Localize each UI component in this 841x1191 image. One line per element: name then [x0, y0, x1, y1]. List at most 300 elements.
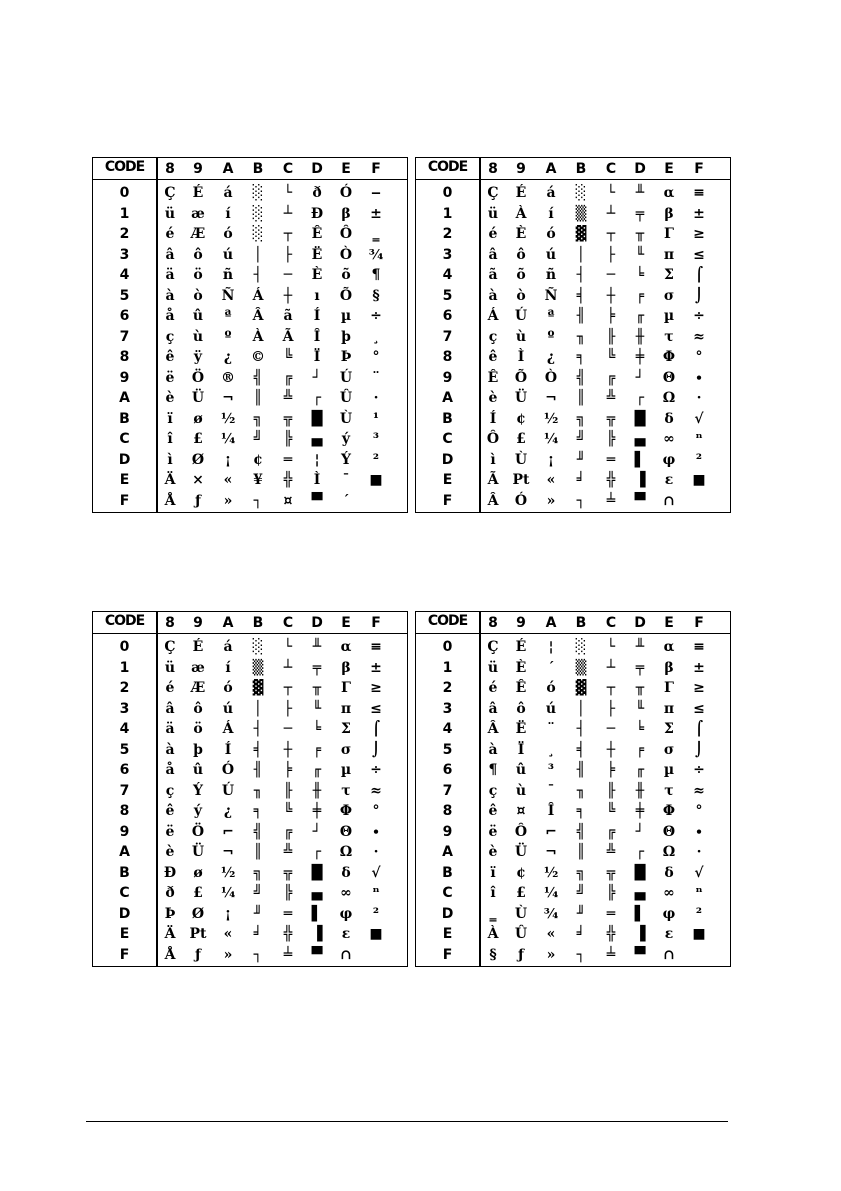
glyph-cell: Ê [311, 226, 323, 242]
glyph-cell: Ô [339, 226, 353, 242]
glyph-cell: õ [341, 267, 351, 283]
glyph-cell: ╒ [312, 741, 322, 758]
column-header: C [605, 615, 617, 631]
glyph-cell: δ [664, 864, 674, 881]
glyph-cell: Ç [164, 639, 176, 655]
glyph-cell: ó [223, 680, 233, 696]
row-header: 9 [442, 823, 453, 840]
glyph-cell: ╤ [312, 659, 322, 676]
glyph-cell: ü [164, 205, 176, 222]
glyph-cell: ¨ [547, 721, 555, 737]
column-header: 8 [488, 615, 498, 631]
glyph-cell: ö [193, 721, 203, 737]
glyph-cell: ╙ [312, 700, 322, 717]
row-header: 3 [119, 700, 130, 717]
glyph-cell: ô [516, 246, 526, 263]
glyph-cell: ¶ [371, 267, 381, 283]
footer-rule [86, 1121, 728, 1122]
glyph-cell: û [192, 762, 204, 778]
row-header: 0 [119, 639, 130, 655]
code-header: CODE [427, 613, 468, 629]
glyph-cell: ¿ [223, 803, 233, 819]
glyph-cell: ╧ [606, 946, 616, 963]
glyph-cell: Ú [514, 308, 528, 324]
glyph-cell: ø [193, 410, 203, 427]
glyph-cell: ê [488, 803, 498, 819]
glyph-cell: ≥ [693, 226, 705, 242]
glyph-cell: ╞ [283, 762, 293, 778]
glyph-cell: ‗ [489, 905, 497, 922]
glyph-cell: ╞ [606, 762, 616, 778]
glyph-cell: ─ [606, 267, 616, 283]
glyph-cell: φ [662, 905, 676, 922]
column-header: E [341, 615, 351, 631]
row-header: A [119, 844, 130, 860]
glyph-cell: ¡ [224, 905, 232, 922]
glyph-cell: ╗ [253, 410, 263, 427]
glyph-cell: ÷ [370, 308, 382, 324]
glyph-cell: È [311, 267, 323, 283]
glyph-cell: ¥ [253, 472, 263, 488]
glyph-cell: Â [487, 721, 499, 737]
glyph-cell: É [515, 185, 527, 201]
glyph-cell: Ú [339, 369, 353, 386]
glyph-cell: ¢ [516, 864, 526, 881]
glyph-cell: ┌ [635, 390, 645, 406]
code-table-1 [92, 157, 408, 513]
glyph-cell: ≈ [370, 782, 382, 799]
column-header: A [222, 615, 234, 631]
glyph-cell: ┴ [606, 659, 616, 676]
glyph-cell: ® [221, 369, 235, 386]
glyph-cell: ┤ [576, 721, 586, 737]
glyph-cell: é [165, 680, 175, 696]
row-header: D [118, 905, 131, 922]
glyph-cell: └ [606, 639, 616, 655]
column-header: F [371, 161, 381, 177]
glyph-cell: ╟ [606, 328, 616, 345]
glyph-cell: ╓ [312, 762, 322, 778]
glyph-cell: ├ [283, 700, 293, 717]
glyph-cell: Ë [311, 246, 323, 263]
glyph-cell: å [165, 762, 175, 778]
glyph-cell: è [165, 390, 175, 406]
glyph-cell: π [340, 700, 352, 717]
glyph-cell: ┤ [253, 721, 263, 737]
glyph-cell: ⁿ [372, 885, 380, 901]
glyph-cell: ð [165, 885, 175, 901]
glyph-cell: ▒ [575, 205, 587, 222]
row-header: 4 [119, 721, 130, 737]
row-header: C [119, 431, 130, 447]
row-header: F [119, 492, 130, 509]
glyph-cell: Ï [313, 349, 321, 365]
glyph-cell: Ý [341, 451, 351, 468]
row-header: 9 [119, 823, 130, 840]
glyph-cell: ∩ [663, 946, 675, 963]
glyph-cell: ╤ [635, 205, 645, 222]
glyph-cell: ╠ [606, 431, 616, 447]
glyph-cell: Í [489, 410, 497, 427]
glyph-cell: ╫ [635, 782, 645, 799]
row-header: 2 [119, 226, 130, 242]
glyph-cell: ╜ [576, 905, 586, 922]
glyph-cell: Ê [515, 680, 527, 696]
glyph-cell: φ [339, 905, 353, 922]
glyph-cell: ≥ [693, 680, 705, 696]
glyph-cell: Á [487, 308, 499, 324]
glyph-cell: ε [664, 926, 674, 942]
glyph-cell: █ [634, 864, 646, 881]
glyph-cell: ╙ [635, 246, 645, 263]
glyph-cell: Ï [517, 741, 525, 758]
column-header: 8 [488, 161, 498, 177]
glyph-cell: └ [283, 185, 293, 201]
glyph-cell: ┘ [312, 823, 322, 840]
glyph-cell: ÿ [193, 349, 203, 365]
glyph-cell: ∞ [663, 431, 675, 447]
row-header: B [442, 864, 453, 881]
glyph-cell: Φ [339, 803, 353, 819]
glyph-cell: Ð [310, 205, 324, 222]
glyph-cell: ¹ [372, 410, 380, 427]
glyph-cell: Θ [662, 369, 676, 386]
glyph-cell: ⁿ [695, 885, 703, 901]
glyph-cell: « [223, 926, 233, 942]
glyph-cell: Ù [514, 451, 528, 468]
glyph-cell: Ç [487, 639, 499, 655]
glyph-cell: ¦ [548, 639, 554, 655]
glyph-cell: ░ [252, 639, 264, 655]
glyph-cell: ≡ [370, 639, 382, 655]
row-header: 6 [442, 762, 453, 778]
glyph-cell: Ü [191, 844, 205, 860]
glyph-cell: τ [341, 782, 351, 799]
glyph-cell: ═ [606, 905, 616, 922]
column-header: A [222, 161, 234, 177]
glyph-cell: ┌ [635, 844, 645, 860]
glyph-cell: É [192, 185, 204, 201]
row-header: B [442, 410, 453, 427]
glyph-cell: þ [193, 741, 203, 758]
column-header: D [634, 615, 646, 631]
glyph-cell: ú [222, 246, 234, 263]
glyph-cell: é [488, 680, 498, 696]
glyph-cell: ² [372, 451, 380, 468]
glyph-cell: ┼ [606, 287, 616, 304]
glyph-cell: ⌐ [545, 823, 557, 840]
glyph-cell: ╛ [576, 472, 586, 488]
glyph-cell: ┘ [635, 823, 645, 840]
glyph-cell: ¸ [547, 741, 555, 758]
glyph-cell: § [372, 287, 380, 304]
row-header: 0 [442, 185, 453, 201]
glyph-cell: Σ [664, 267, 674, 283]
glyph-cell: Ù [339, 410, 353, 427]
glyph-cell: β [341, 659, 351, 676]
glyph-cell: ² [372, 905, 380, 922]
glyph-cell: õ [516, 267, 526, 283]
row-header: 0 [442, 639, 453, 655]
glyph-cell: φ [662, 451, 676, 468]
glyph-cell: Θ [339, 823, 353, 840]
glyph-cell: ╦ [283, 864, 293, 881]
glyph-cell: Φ [662, 349, 676, 365]
glyph-cell: ƒ [194, 492, 202, 509]
glyph-cell: ¯ [342, 472, 350, 488]
glyph-cell: ▌ [634, 905, 646, 922]
glyph-cell: â [165, 700, 175, 717]
row-header: B [119, 410, 130, 427]
glyph-cell: Ø [191, 905, 205, 922]
glyph-cell: ¢ [253, 451, 263, 468]
glyph-cell: Å [164, 946, 176, 963]
glyph-cell: ┘ [312, 369, 322, 386]
glyph-cell: ▄ [634, 885, 646, 901]
glyph-cell: ╨ [312, 639, 322, 655]
row-header: 9 [119, 369, 130, 386]
glyph-cell: ¬ [222, 844, 234, 860]
row-header: E [442, 926, 453, 942]
glyph-cell: ó [546, 680, 556, 696]
glyph-cell: ▄ [311, 885, 323, 901]
glyph-cell: » [546, 492, 556, 509]
glyph-cell: Û [339, 390, 353, 406]
glyph-cell: ╤ [635, 659, 645, 676]
glyph-cell: · [373, 390, 379, 406]
glyph-cell: ° [372, 803, 380, 819]
glyph-cell: ▌ [311, 905, 323, 922]
glyph-cell: Ò [339, 246, 353, 263]
glyph-cell: ╗ [576, 410, 586, 427]
glyph-cell: ± [370, 205, 382, 222]
glyph-cell: ╫ [635, 328, 645, 345]
glyph-cell: Ò [544, 369, 558, 386]
glyph-cell: ┴ [283, 205, 293, 222]
glyph-cell: ∞ [340, 885, 352, 901]
row-header: 8 [442, 803, 453, 819]
glyph-cell: · [373, 844, 379, 860]
glyph-cell: Ã [487, 472, 499, 488]
glyph-cell: ▀ [634, 946, 646, 963]
glyph-cell: ╔ [283, 823, 293, 840]
glyph-cell: Ù [514, 905, 528, 922]
glyph-cell: ╔ [283, 369, 293, 386]
glyph-cell: £ [516, 885, 526, 901]
glyph-cell: ² [695, 451, 703, 468]
row-header: A [442, 390, 453, 406]
glyph-cell: ╥ [312, 680, 322, 696]
glyph-cell: À [252, 328, 264, 345]
row-header: 3 [442, 700, 453, 717]
glyph-cell: Î [313, 328, 321, 345]
glyph-cell: ■ [692, 472, 706, 488]
glyph-cell: í [548, 205, 554, 222]
glyph-cell: ¼ [220, 885, 236, 901]
row-header: 9 [442, 369, 453, 386]
glyph-cell: ╗ [253, 864, 263, 881]
glyph-cell: ▌ [634, 451, 646, 468]
row-header: D [118, 451, 131, 468]
glyph-cell: Þ [340, 349, 352, 365]
glyph-cell: ¼ [543, 885, 559, 901]
glyph-cell: ¡ [224, 451, 232, 468]
glyph-cell: ¾ [368, 246, 384, 263]
row-header: 0 [119, 185, 130, 201]
glyph-cell: ¿ [223, 349, 233, 365]
glyph-cell: ó [546, 226, 556, 242]
glyph-cell: ╟ [606, 782, 616, 799]
glyph-cell: ë [165, 823, 175, 840]
glyph-cell: £ [193, 885, 203, 901]
glyph-cell: ¬ [545, 844, 557, 860]
glyph-cell: ° [372, 349, 380, 365]
glyph-cell: β [664, 659, 674, 676]
glyph-cell: º [547, 328, 555, 345]
glyph-cell: Ω [662, 844, 676, 860]
glyph-cell: â [488, 700, 498, 717]
column-header: 8 [165, 161, 175, 177]
glyph-cell: ▀ [634, 492, 646, 509]
column-header: E [664, 615, 674, 631]
glyph-cell: Æ [190, 226, 206, 242]
glyph-cell: ■ [369, 472, 383, 488]
glyph-cell: ÷ [693, 308, 705, 324]
glyph-cell: ╖ [576, 328, 586, 345]
glyph-cell: Ü [191, 390, 205, 406]
row-header: 5 [119, 741, 130, 758]
glyph-cell: £ [193, 431, 203, 447]
glyph-cell: ú [222, 700, 234, 717]
row-header: 8 [119, 349, 130, 365]
glyph-cell: ╪ [312, 803, 322, 819]
glyph-cell: ° [695, 803, 703, 819]
glyph-cell: ø [193, 864, 203, 881]
glyph-cell: ╔ [606, 823, 616, 840]
glyph-cell: ╨ [635, 185, 645, 201]
glyph-cell: Á [222, 721, 234, 737]
glyph-cell: é [165, 226, 175, 242]
glyph-cell: ╛ [253, 926, 263, 942]
glyph-cell: └ [283, 639, 293, 655]
glyph-cell: α [663, 639, 675, 655]
glyph-cell: ╬ [606, 926, 616, 942]
code-table-3 [92, 611, 408, 967]
glyph-cell: þ [341, 328, 351, 345]
column-header: F [694, 615, 704, 631]
glyph-cell: ô [193, 246, 203, 263]
glyph-cell: ╠ [283, 885, 293, 901]
glyph-cell: ┼ [283, 287, 293, 304]
row-header: B [119, 864, 130, 881]
glyph-cell: ═ [283, 451, 293, 468]
glyph-cell: ┤ [576, 267, 586, 283]
glyph-cell: ┼ [283, 741, 293, 758]
row-header: 7 [119, 782, 130, 799]
glyph-cell: À [515, 205, 527, 222]
glyph-cell: ╘ [312, 721, 322, 737]
glyph-cell: Ì [313, 472, 321, 488]
code-header: CODE [104, 159, 145, 175]
row-header: 7 [119, 328, 130, 345]
glyph-cell: ¼ [543, 431, 559, 447]
glyph-cell: ┤ [253, 267, 263, 283]
glyph-cell: § [489, 946, 497, 963]
glyph-cell: Ä [164, 926, 176, 942]
row-header: 1 [442, 659, 453, 676]
glyph-cell: ª [224, 308, 232, 324]
glyph-cell: ╩ [283, 844, 293, 860]
glyph-cell: ▓ [575, 680, 587, 696]
column-header: 8 [165, 615, 175, 631]
glyph-cell: σ [663, 741, 675, 758]
glyph-cell: è [165, 844, 175, 860]
glyph-cell: ╦ [606, 864, 616, 881]
glyph-cell: ç [488, 328, 498, 345]
glyph-cell: ╒ [635, 287, 645, 304]
glyph-cell: Î [547, 803, 555, 819]
glyph-cell: Ô [486, 431, 500, 447]
glyph-cell: ⌠ [371, 721, 381, 737]
row-header: 3 [119, 246, 130, 263]
glyph-cell: ║ [253, 390, 263, 406]
glyph-cell: ü [487, 659, 499, 676]
glyph-cell: Ö [191, 823, 205, 840]
glyph-cell: ▄ [634, 431, 646, 447]
glyph-cell: Σ [341, 721, 351, 737]
glyph-cell: ⁿ [695, 431, 703, 447]
glyph-cell: ½ [543, 864, 559, 881]
glyph-cell: │ [253, 700, 263, 717]
glyph-cell: Ñ [221, 287, 235, 304]
glyph-cell: ╧ [283, 946, 293, 963]
glyph-cell: ≡ [693, 185, 705, 201]
glyph-cell: è [488, 844, 498, 860]
glyph-cell: ╣ [576, 369, 586, 386]
glyph-cell: ½ [220, 864, 236, 881]
glyph-cell: ç [165, 782, 175, 799]
glyph-cell: ╩ [606, 844, 616, 860]
glyph-cell: Ë [515, 721, 527, 737]
glyph-cell: ⌐ [222, 823, 234, 840]
glyph-cell: ╒ [635, 741, 645, 758]
row-header: 7 [442, 782, 453, 799]
row-header: 6 [442, 308, 453, 324]
glyph-cell: Ý [193, 782, 203, 799]
glyph-cell: Ó [514, 492, 528, 509]
glyph-cell: █ [311, 864, 323, 881]
glyph-cell: í [225, 659, 231, 676]
glyph-cell: Θ [662, 823, 676, 840]
glyph-cell: â [165, 246, 175, 263]
glyph-cell: ┬ [606, 680, 616, 696]
glyph-cell: Γ [664, 226, 674, 242]
row-header: E [442, 472, 453, 488]
row-header: 1 [119, 205, 130, 222]
glyph-cell: ð [312, 185, 322, 201]
row-header: 5 [442, 741, 453, 758]
glyph-cell: ╢ [576, 308, 586, 324]
row-header: 1 [442, 205, 453, 222]
glyph-cell: ╬ [283, 472, 293, 488]
glyph-cell: τ [664, 328, 674, 345]
glyph-cell: ≥ [370, 680, 382, 696]
glyph-cell: ╣ [253, 369, 263, 386]
glyph-cell: ╠ [606, 885, 616, 901]
glyph-cell: ¨ [372, 369, 380, 386]
glyph-cell: ¦ [314, 451, 320, 468]
glyph-cell: ¼ [220, 431, 236, 447]
